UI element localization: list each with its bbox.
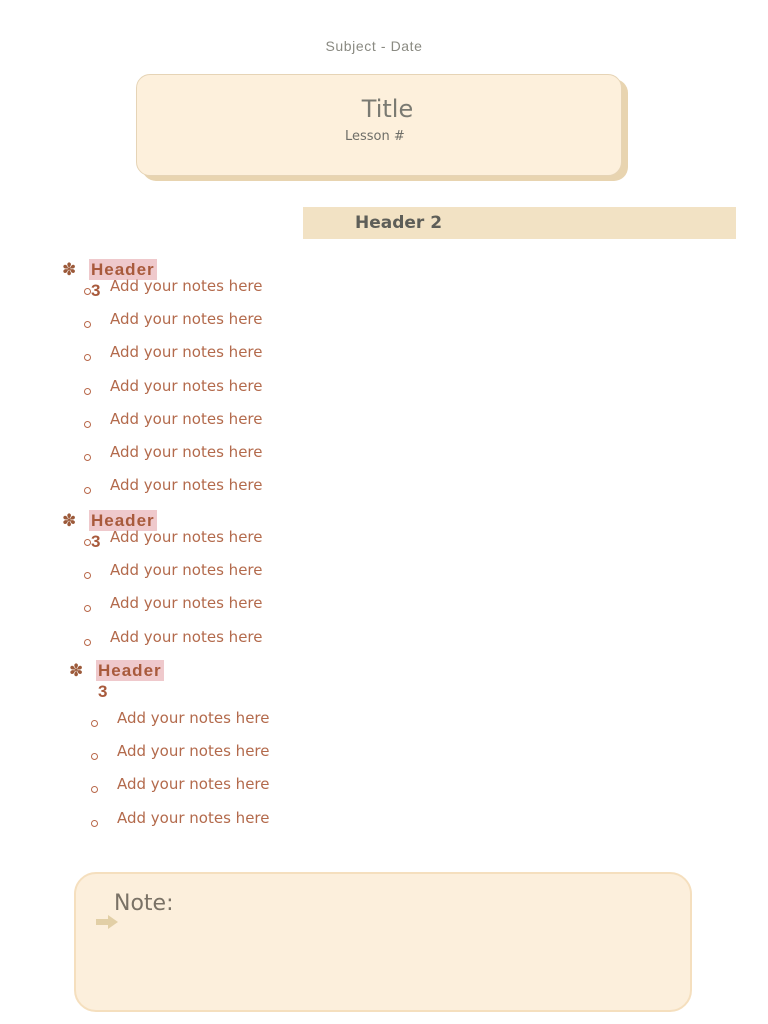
lesson-number: Lesson # [345,129,405,144]
bullet-icon [84,288,91,295]
note-text: Add your notes here [110,310,263,329]
subject-date: Subject - Date [325,38,423,54]
flower-icon: ✽ [62,511,77,531]
header-3-text: Header 3 [91,260,155,300]
note-text: Add your notes here [117,775,270,794]
note-text: Add your notes here [110,627,263,646]
flower-icon: ✽ [62,260,77,280]
arrow-right-icon [95,914,119,930]
note-label: Note: [114,891,174,916]
bullet-icon [84,487,91,494]
note-text: Add your notes here [110,561,263,580]
bullet-icon [84,454,91,461]
note-text: Add your notes here [110,528,263,546]
bullet-icon [91,753,98,760]
bullet-icon [84,354,91,361]
bullet-icon [84,639,91,646]
note-text: Add your notes here [117,709,270,727]
header-3-text: Header 3 [98,661,162,701]
note-text: Add your notes here [110,376,263,395]
bullet-icon [84,321,91,328]
title-card [136,74,622,176]
page-title: Title [361,95,414,123]
bullet-icon [84,388,91,395]
note-text: Add your notes here [117,742,270,761]
note-text: Add your notes here [117,808,270,827]
note-text: Add your notes here [110,476,263,495]
header-2-text: Header 2 [355,213,443,233]
flower-icon: ✽ [69,661,84,681]
bullet-icon [84,605,91,612]
bullet-icon [84,572,91,579]
bullet-icon [91,820,98,827]
header-2-bar [303,207,736,239]
note-text: Add your notes here [110,594,263,613]
note-box [74,872,692,1012]
bullet-icon [84,421,91,428]
bullet-icon [91,720,98,727]
note-text: Add your notes here [110,409,263,428]
bullet-icon [91,786,98,793]
note-text: Add your notes here [110,442,263,461]
bullet-icon [84,539,91,546]
header-3-text: Header 3 [91,511,155,551]
note-text: Add your notes here [110,277,263,295]
note-text: Add your notes here [110,343,263,362]
